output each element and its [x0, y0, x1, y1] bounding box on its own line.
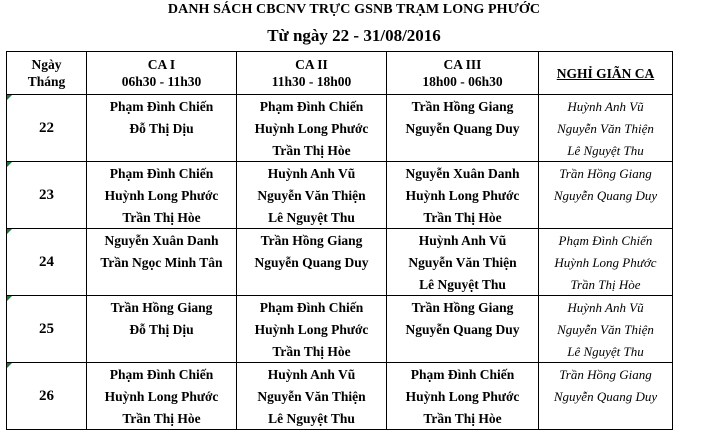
header-day: [7, 52, 87, 95]
ca2-cell: Trần Thị Hòe: [237, 139, 387, 162]
day-cell: [7, 95, 87, 162]
ca1-cell: Đỗ Thị Dịu: [87, 117, 237, 139]
table-row: [7, 273, 673, 296]
header-ca2: [237, 52, 387, 95]
day-number: 26: [39, 387, 54, 404]
leave-cell: Nguyễn Quang Duy: [539, 184, 673, 206]
table-row: [7, 184, 673, 206]
ca1-cell: Trần Ngọc Minh Tân: [87, 251, 237, 273]
table-row: [7, 206, 673, 229]
cell-marker-icon: [7, 95, 12, 100]
cell-marker-icon: [7, 162, 12, 167]
leave-cell: Huỳnh Long Phước: [539, 251, 673, 273]
day-cell: [7, 296, 87, 363]
day-number: 25: [39, 320, 54, 337]
table-row: [7, 407, 673, 430]
day-cell: [7, 162, 87, 229]
leave-cell: Huỳnh Anh Vũ: [539, 296, 673, 319]
ca2-cell: Lê Nguyệt Thu: [237, 407, 387, 430]
schedule-table: [6, 51, 673, 430]
ca2-cell: Huỳnh Anh Vũ: [237, 363, 387, 386]
ca3-cell: Trần Hồng Giang: [387, 95, 539, 118]
ca2-cell: Huỳnh Long Phước: [237, 318, 387, 340]
ca2-cell: Huỳnh Long Phước: [237, 117, 387, 139]
cell-marker-icon: [7, 229, 12, 234]
leave-cell: Trần Hồng Giang: [539, 363, 673, 386]
ca3-cell: Nguyễn Văn Thiện: [387, 251, 539, 273]
table-row: [7, 318, 673, 340]
leave-cell: Trần Thị Hòe: [539, 273, 673, 296]
page-title: DANH SÁCH CBCNV TRỰC GSNB TRẠM LONG PHƯỚC: [167, 2, 541, 17]
leave-cell: Nguyễn Quang Duy: [539, 385, 673, 407]
leave-cell: Nguyễn Văn Thiện: [539, 318, 673, 340]
ca3-cell: Trần Thị Hòe: [387, 206, 539, 229]
ca1-cell: Trần Hồng Giang: [87, 296, 237, 319]
ca3-cell: Nguyễn Quang Duy: [387, 117, 539, 139]
ca1-cell: Phạm Đình Chiến: [87, 363, 237, 386]
ca3-cell: Huỳnh Long Phước: [387, 184, 539, 206]
header-day-line2: Tháng: [27, 74, 66, 89]
table-row: [7, 229, 673, 252]
leave-cell: Huỳnh Anh Vũ: [539, 95, 673, 118]
ca2-cell: [237, 273, 387, 296]
header-ca3: [387, 52, 539, 95]
header-day-line1: Ngày: [31, 57, 62, 72]
leave-cell: [539, 206, 673, 229]
ca1-cell: Huỳnh Long Phước: [87, 385, 237, 407]
header-ca1-name: CA I: [147, 57, 176, 72]
table-row: [7, 340, 673, 363]
leave-cell: Phạm Đình Chiến: [539, 229, 673, 252]
table-row: [7, 162, 673, 185]
leave-cell: Nguyễn Văn Thiện: [539, 117, 673, 139]
ca3-cell: Huỳnh Anh Vũ: [387, 229, 539, 252]
ca1-cell: Phạm Đình Chiến: [87, 162, 237, 185]
ca2-cell: Nguyễn Văn Thiện: [237, 385, 387, 407]
ca3-cell: Lê Nguyệt Thu: [387, 273, 539, 296]
day-number: 24: [39, 253, 54, 270]
ca3-cell: Phạm Đình Chiến: [387, 363, 539, 386]
leave-cell: Lê Nguyệt Thu: [539, 139, 673, 162]
header-ca1-time: 06h30 - 11h30: [121, 74, 202, 89]
ca3-cell: Nguyễn Quang Duy: [387, 318, 539, 340]
cell-marker-icon: [7, 363, 12, 368]
ca1-cell: Huỳnh Long Phước: [87, 184, 237, 206]
ca2-cell: Nguyễn Quang Duy: [237, 251, 387, 273]
ca1-cell: Đỗ Thị Dịu: [87, 318, 237, 340]
ca2-cell: Nguyễn Văn Thiện: [237, 184, 387, 206]
ca3-cell: Trần Thị Hòe: [387, 407, 539, 430]
ca2-cell: Trần Hồng Giang: [237, 229, 387, 252]
ca1-cell: [87, 273, 237, 296]
leave-cell: Lê Nguyệt Thu: [539, 340, 673, 363]
day-cell: [7, 229, 87, 296]
ca3-cell: Huỳnh Long Phước: [387, 385, 539, 407]
ca3-cell: [387, 139, 539, 162]
ca2-cell: Huỳnh Anh Vũ: [237, 162, 387, 185]
leave-cell: [539, 407, 673, 430]
table-row: [7, 251, 673, 273]
ca2-cell: Trần Thị Hòe: [237, 340, 387, 363]
table-row: [7, 117, 673, 139]
date-range-subtitle: Từ ngày 22 - 31/08/2016: [267, 26, 441, 45]
table-row: [7, 385, 673, 407]
ca3-cell: [387, 340, 539, 363]
ca1-cell: Phạm Đình Chiến: [87, 95, 237, 118]
cell-marker-icon: [7, 296, 12, 301]
day-number: 23: [39, 186, 54, 203]
day-number: 22: [39, 119, 54, 136]
ca1-cell: Trần Thị Hòe: [87, 407, 237, 430]
ca1-cell: Trần Thị Hòe: [87, 206, 237, 229]
header-ca1: [87, 52, 237, 95]
ca1-cell: [87, 139, 237, 162]
header-ca2-time: 11h30 - 18h00: [271, 74, 352, 89]
leave-cell: Trần Hồng Giang: [539, 162, 673, 185]
table-row: [7, 95, 673, 118]
ca2-cell: Phạm Đình Chiến: [237, 95, 387, 118]
ca1-cell: [87, 340, 237, 363]
header-ca2-name: CA II: [295, 57, 328, 72]
table-row: [7, 296, 673, 319]
ca3-cell: Nguyễn Xuân Danh: [387, 162, 539, 185]
header-leave: NGHỈ GIÃN CA: [539, 52, 673, 95]
day-cell: [7, 363, 87, 430]
header-ca3-name: CA III: [443, 57, 482, 72]
header-ca3-time: 18h00 - 06h30: [422, 74, 503, 89]
table-row: [7, 363, 673, 386]
table-row: [7, 139, 673, 162]
header-row: [7, 52, 673, 95]
ca1-cell: Nguyễn Xuân Danh: [87, 229, 237, 252]
ca3-cell: Trần Hồng Giang: [387, 296, 539, 319]
ca2-cell: Lê Nguyệt Thu: [237, 206, 387, 229]
ca2-cell: Phạm Đình Chiến: [237, 296, 387, 319]
